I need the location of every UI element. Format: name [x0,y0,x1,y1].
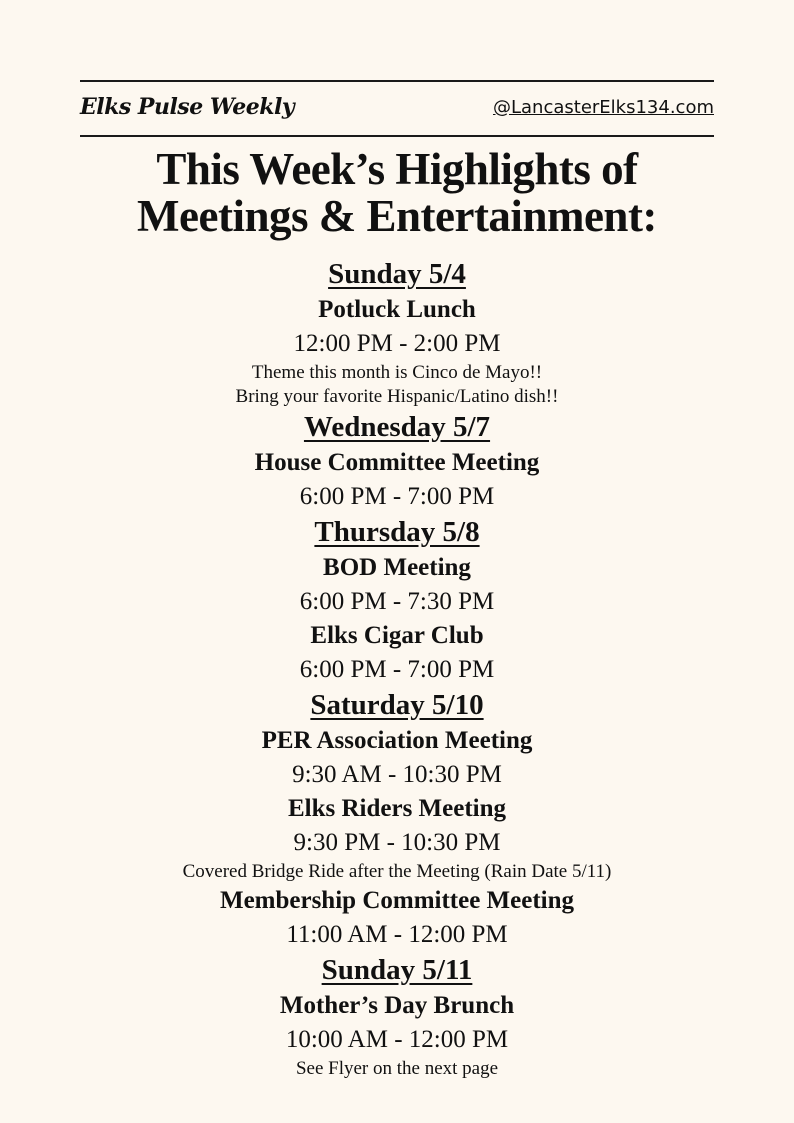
event-name: Membership Committee Meeting [219,887,575,914]
event-time: 12:00 PM - 2:00 PM [293,330,501,357]
day-heading: Sunday 5/4 [328,258,466,290]
event-name: House Committee Meeting [254,449,540,476]
event-name: Potluck Lunch [318,296,476,323]
event-time: 9:30 PM - 10:30 PM [293,829,501,856]
day-heading: Saturday 5/10 [310,689,484,721]
website-link[interactable]: @LancasterElks134.com [492,97,714,118]
header-top-rule [80,80,714,82]
event-name: PER Association Meeting [261,727,533,754]
event-note: Theme this month is Cinco de Mayo!! [251,362,543,383]
event-note: Covered Bridge Ride after the Meeting (Rain Date 5/11) [182,861,612,882]
day-heading: Thursday 5/8 [314,516,480,548]
event-name: Mother’s Day Brunch [279,992,515,1019]
event-name: Elks Riders Meeting [287,795,507,822]
event-time: 6:00 PM - 7:00 PM [299,656,495,683]
day-heading: Wednesday 5/7 [303,411,491,443]
event-note: See Flyer on the next page [295,1058,499,1079]
event-time: 6:00 PM - 7:00 PM [299,483,495,510]
event-name: Elks Cigar Club [310,622,484,649]
header-bottom-rule [80,135,714,137]
page-title [0,146,794,240]
event-time: 9:30 AM - 10:30 PM [292,761,502,788]
title-line-2: Meetings & Entertainment: [137,191,657,241]
event-time: 6:00 PM - 7:30 PM [299,588,495,615]
day-heading: Sunday 5/11 [321,954,473,986]
masthead-logo: Elks Pulse Weekly [80,94,295,120]
event-time: 11:00 AM - 12:00 PM [286,921,508,948]
title-line-1: This Week’s Highlights of [156,144,638,194]
event-note: Bring your favorite Hispanic/Latino dish!! [235,386,559,407]
event-name: BOD Meeting [323,554,471,581]
event-time: 10:00 AM - 12:00 PM [285,1026,509,1053]
schedule [0,256,794,1081]
